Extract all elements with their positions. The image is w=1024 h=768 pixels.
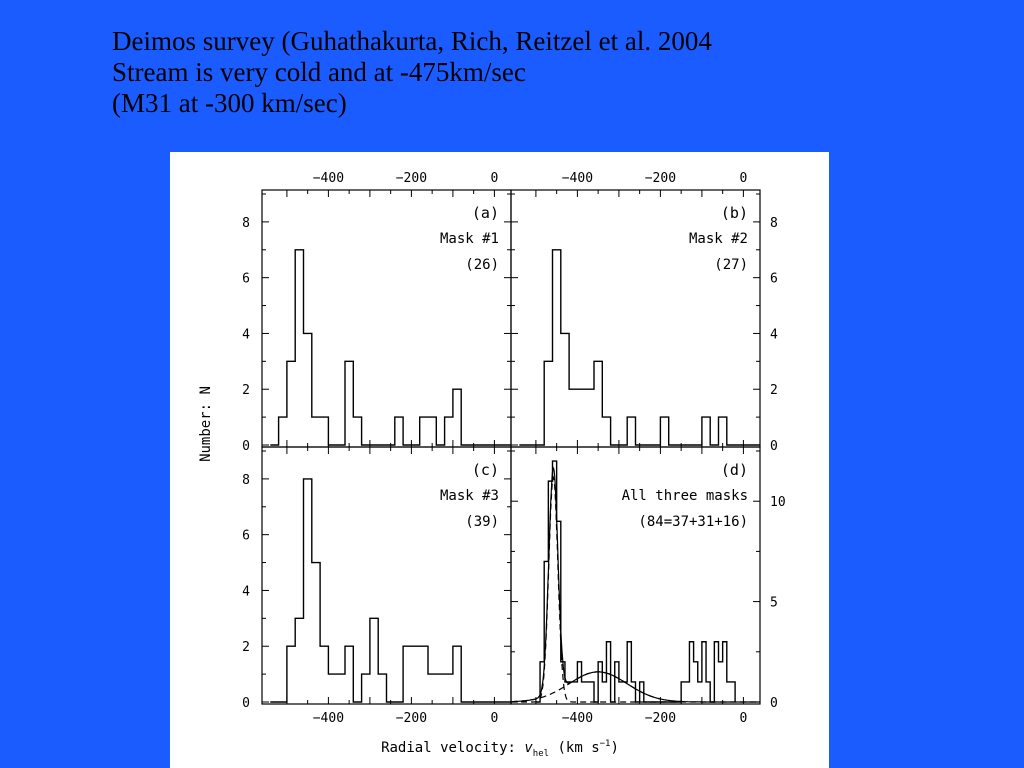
y-tick-label: 5: [770, 595, 778, 611]
histogram-bar: [453, 646, 461, 702]
x-tick-label: −400: [312, 711, 345, 726]
histogram-bar: [395, 417, 403, 445]
histogram-bar: [719, 662, 723, 702]
y-tick-label: 0: [770, 696, 778, 711]
histogram-bar: [627, 642, 631, 702]
panel-tag-d: (d): [720, 461, 748, 479]
y-tick-label: 0: [242, 439, 250, 454]
histogram-bar: [590, 682, 594, 702]
histogram-bar: [615, 662, 619, 702]
histogram-bar: [370, 618, 378, 702]
y-tick-label: 2: [242, 383, 250, 399]
histogram-figure: [170, 152, 829, 768]
panel-mask-label-d: All three masks: [621, 488, 748, 504]
histogram-bar: [660, 417, 668, 445]
histogram-bar: [345, 646, 353, 702]
slide-line-1: Deimos survey (Guhathakurta, Rich, Reitzel et al. 2004: [112, 26, 712, 56]
histogram-bar: [681, 682, 685, 702]
histogram-bar: [304, 479, 312, 702]
slide-text: [112, 26, 712, 119]
y-tick-label: 4: [770, 327, 778, 343]
histogram-bar: [445, 674, 453, 702]
histogram-bar: [378, 674, 386, 702]
histogram-bar: [594, 361, 602, 445]
y-tick-label: 10: [770, 495, 786, 511]
histogram-bar: [573, 682, 577, 702]
x-axis-label-exp: −1: [599, 739, 611, 749]
histogram-bar: [337, 674, 345, 702]
histogram-bar: [598, 662, 602, 702]
x-tick-label: −200: [395, 171, 428, 186]
slide-line-2: Stream is very cold and at -475km/sec: [112, 57, 526, 87]
histogram-bar: [586, 682, 590, 702]
histogram-bar: [445, 417, 453, 445]
y-tick-label: 6: [242, 528, 250, 544]
y-tick-label: 6: [770, 271, 778, 287]
y-tick-label: 0: [242, 696, 250, 711]
histogram-bar: [320, 417, 328, 445]
histogram-bar: [727, 682, 731, 702]
x-tick-label: −400: [312, 171, 345, 186]
histogram-bar: [436, 674, 444, 702]
histogram-bar: [287, 646, 295, 702]
panel-mask-label-b: Mask #2: [688, 231, 748, 247]
y-tick-label: 4: [242, 327, 250, 343]
histogram-bar: [602, 682, 606, 702]
x-tick-label: −200: [644, 711, 677, 726]
panel-count-label-a: (26): [465, 257, 499, 273]
x-tick-label: −200: [644, 171, 677, 186]
histogram-bar: [362, 674, 370, 702]
histogram-bar: [627, 417, 635, 445]
histogram-bar: [719, 417, 727, 445]
x-axis-label-sub: hel: [532, 749, 550, 759]
histogram-bar: [582, 682, 586, 702]
x-tick-label: −200: [395, 711, 428, 726]
histogram-bar: [428, 674, 436, 702]
histogram-bar: [420, 417, 428, 445]
x-tick-label: −400: [561, 711, 594, 726]
histogram-svg: [170, 152, 829, 768]
histogram-bar: [569, 682, 573, 702]
x-axis-label-unit: (km s: [549, 740, 600, 756]
histogram-bar: [403, 646, 411, 702]
panel-tag-c: (c): [471, 461, 499, 479]
x-tick-label: 0: [739, 171, 748, 186]
histogram-bar: [420, 646, 428, 702]
y-axis-label: Number: N: [198, 386, 214, 462]
histogram-bar: [569, 389, 577, 445]
y-tick-label: 8: [242, 215, 250, 231]
histogram-bar: [428, 417, 436, 445]
histogram-bar: [544, 361, 552, 445]
y-tick-label: 4: [242, 584, 250, 600]
panel-mask-label-c: Mask #3: [439, 488, 499, 504]
histogram-bar: [453, 389, 461, 445]
x-axis-label-main: Radial velocity:: [381, 740, 525, 756]
panel-count-label-d: (84=37+31+16): [638, 514, 748, 530]
histogram-bar: [602, 417, 610, 445]
histogram-bar: [353, 417, 361, 445]
x-axis-label: [381, 739, 619, 759]
panel-count-label-c: (39): [465, 514, 499, 530]
histogram-bar: [689, 642, 693, 702]
histogram-bar: [345, 361, 353, 445]
histogram-bar: [328, 674, 336, 702]
x-axis-label-close: ): [610, 740, 619, 756]
y-tick-label: 2: [242, 640, 250, 656]
x-tick-label: 0: [490, 171, 499, 186]
histogram-bar: [714, 642, 718, 702]
histogram-bar: [577, 389, 585, 445]
panel-tag-a: (a): [471, 204, 499, 222]
histogram-bar: [698, 682, 702, 702]
histogram-bar: [685, 682, 689, 702]
histogram-bar: [287, 361, 295, 445]
histogram-bar: [631, 682, 635, 702]
y-tick-label: 8: [242, 472, 250, 488]
panel-count-label-b: (27): [714, 257, 748, 273]
histogram-bar: [320, 646, 328, 702]
histogram-bar: [561, 333, 569, 445]
slide-line-3: (M31 at -300 km/sec): [112, 88, 347, 118]
histogram-bar: [606, 642, 610, 702]
x-tick-label: 0: [739, 711, 748, 726]
y-tick-label: 2: [770, 383, 778, 399]
histogram-bar: [304, 333, 312, 445]
histogram-bar: [694, 662, 698, 702]
y-tick-label: 6: [242, 271, 250, 287]
panel-mask-label-a: Mask #1: [439, 231, 499, 247]
histogram-bar: [723, 642, 727, 702]
y-tick-label: 0: [770, 439, 778, 454]
panel-tag-b: (b): [720, 204, 748, 222]
histogram-bar: [577, 662, 581, 702]
histogram-bar: [702, 642, 706, 702]
histogram-bar: [279, 417, 287, 445]
x-tick-label: −400: [561, 171, 594, 186]
histogram-bar: [295, 250, 303, 445]
histogram-bar: [586, 389, 594, 445]
histogram-bar: [312, 417, 320, 445]
histogram-bar: [553, 250, 561, 445]
histogram-bar: [731, 682, 735, 702]
histogram-bar: [312, 563, 320, 702]
histogram-bar: [295, 618, 303, 702]
histogram-bar: [623, 682, 627, 702]
y-tick-label: 8: [770, 215, 778, 231]
histogram-bar: [702, 417, 710, 445]
x-tick-label: 0: [490, 711, 499, 726]
histogram-bar: [619, 682, 623, 702]
x-axis-label-v: v: [524, 740, 533, 756]
histogram-bar: [706, 682, 710, 702]
histogram-bar: [411, 646, 419, 702]
